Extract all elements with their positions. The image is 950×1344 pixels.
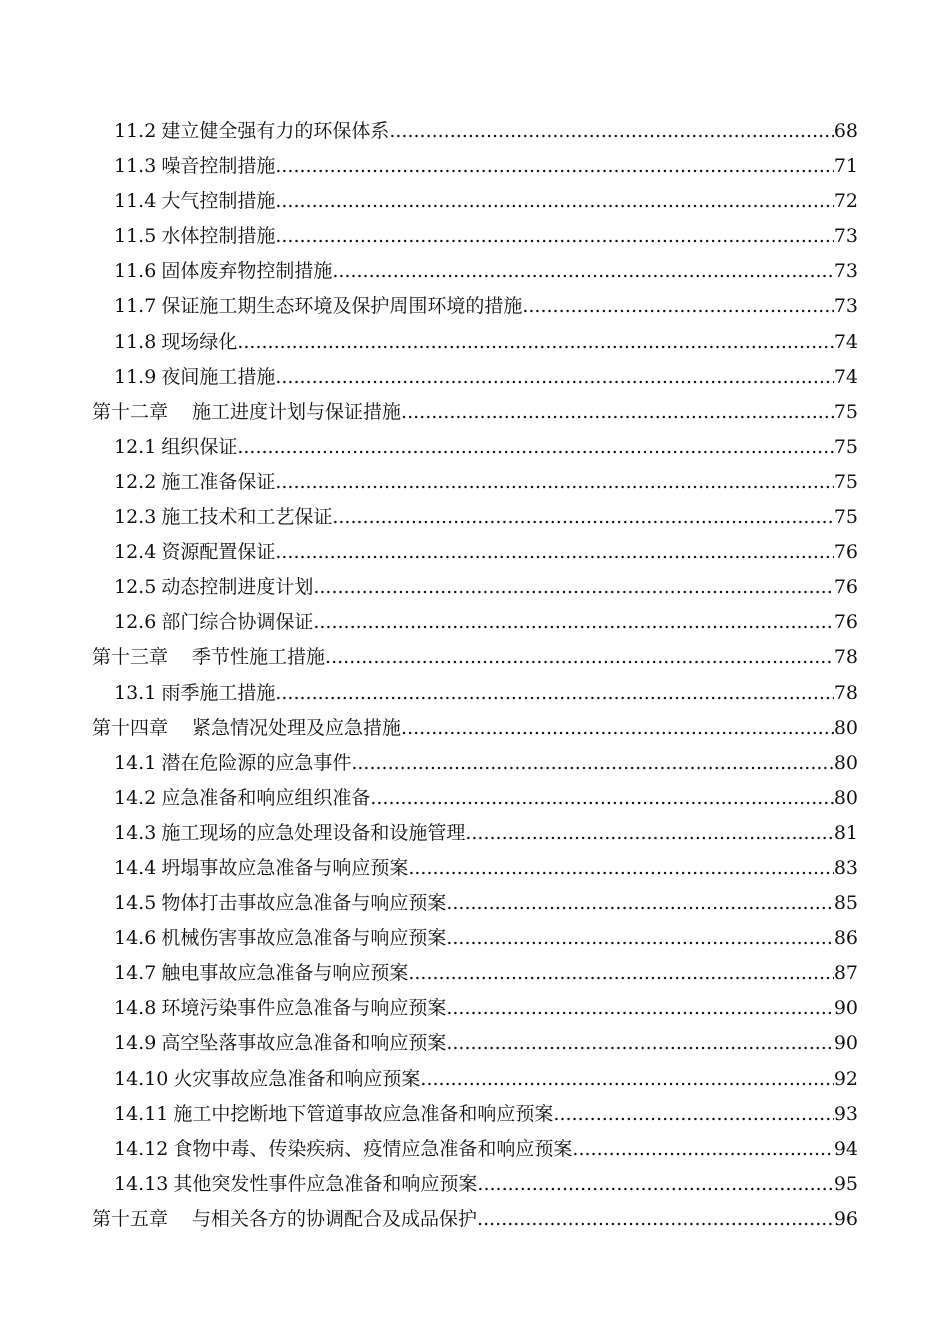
toc-dot-leader <box>275 149 833 184</box>
toc-entry-number: 14.1 <box>114 751 157 774</box>
toc-page-number: 68 <box>833 120 858 142</box>
toc-section-entry[interactable] <box>0 991 950 1026</box>
toc-dot-leader <box>572 1132 833 1167</box>
toc-entry-line <box>114 851 858 886</box>
toc-page-number: 76 <box>833 541 858 564</box>
toc-entry-title: 物体打击事故应急准备与响应预案 <box>161 892 447 915</box>
toc-entry-line <box>114 114 858 149</box>
toc-page-number: 71 <box>833 155 858 178</box>
toc-section-entry[interactable] <box>0 184 950 219</box>
toc-entry-line <box>114 254 858 289</box>
toc-page-number: 74 <box>833 330 858 353</box>
toc-entry-number: 12.5 <box>114 576 157 599</box>
toc-page-number: 90 <box>833 997 858 1020</box>
toc-entry-line <box>92 1202 858 1237</box>
toc-page-number: 87 <box>833 962 858 985</box>
toc-entry-number: 11.8 <box>114 330 157 353</box>
toc-entry-title: 高空坠落事故应急准备和响应预案 <box>161 1032 447 1055</box>
toc-entry-number: 11.5 <box>114 225 157 248</box>
toc-entry-title: 大气控制措施 <box>161 190 276 213</box>
toc-entry-title: 现场绿化 <box>161 330 238 353</box>
toc-section-entry[interactable] <box>0 430 950 465</box>
toc-chapter-entry[interactable] <box>0 395 950 430</box>
toc-page-number: 92 <box>833 1067 858 1090</box>
toc-page-number: 75 <box>833 470 858 493</box>
toc-page-number: 75 <box>833 506 858 529</box>
toc-dot-leader <box>275 219 833 254</box>
toc-section-entry[interactable] <box>0 851 950 886</box>
toc-dot-leader <box>446 991 833 1026</box>
toc-entry-title: 建立健全强有力的环保体系 <box>161 120 390 142</box>
toc-entry-title: 组织保证 <box>161 435 238 458</box>
toc-entry-number: 14.13 <box>114 1172 169 1195</box>
toc-entry-number: 14.6 <box>114 927 157 950</box>
toc-dot-leader <box>465 816 833 851</box>
toc-entry-number: 11.9 <box>114 365 157 388</box>
toc-entry-line <box>114 1132 858 1167</box>
toc-dot-leader <box>446 886 833 921</box>
toc-entry-number: 第十四章 <box>92 716 169 739</box>
toc-entry-number: 14.2 <box>114 786 157 809</box>
toc-entry-line <box>114 676 858 711</box>
toc-dot-leader <box>275 360 833 395</box>
toc-dot-leader <box>351 746 833 781</box>
toc-entry-title: 资源配置保证 <box>161 541 276 564</box>
toc-page-number: 81 <box>833 821 858 844</box>
toc-entry-line <box>114 149 858 184</box>
toc-entry-title: 夜间施工措施 <box>161 365 276 388</box>
toc-dot-leader <box>408 956 833 991</box>
toc-entry-title: 施工进度计划与保证措施 <box>192 400 402 423</box>
toc-page-number: 75 <box>833 400 858 423</box>
toc-entry-line <box>114 289 858 324</box>
toc-entry-line <box>114 605 858 640</box>
toc-entry-number: 14.9 <box>114 1032 157 1055</box>
toc-entry-number: 第十三章 <box>92 646 169 669</box>
toc-dot-leader <box>522 289 833 324</box>
toc-page-number: 80 <box>833 716 858 739</box>
toc-section-entry[interactable] <box>0 1132 950 1167</box>
toc-section-entry[interactable] <box>0 325 950 360</box>
toc-entry-line <box>114 816 858 851</box>
toc-entry-number: 11.7 <box>114 295 157 318</box>
toc-entry-title: 固体废弃物控制措施 <box>161 260 333 283</box>
toc-entry-line <box>114 781 858 816</box>
toc-section-entry[interactable] <box>0 1026 950 1061</box>
toc-entry-line <box>114 500 858 535</box>
toc-page-number: 73 <box>833 225 858 248</box>
toc-dot-leader <box>389 114 833 149</box>
toc-dot-leader <box>275 676 833 711</box>
toc-entry-number: 11.4 <box>114 190 157 213</box>
toc-dot-leader <box>401 395 834 430</box>
toc-entry-line <box>114 1062 858 1097</box>
toc-page-number: 78 <box>833 681 858 704</box>
toc-entry-line <box>92 711 858 746</box>
toc-entry-line <box>114 1026 858 1061</box>
toc-entry-line <box>114 535 858 570</box>
toc-entry-title: 季节性施工措施 <box>192 646 326 669</box>
toc-dot-leader <box>275 184 833 219</box>
toc-section-entry[interactable] <box>0 1062 950 1097</box>
toc-entry-title: 动态控制进度计划 <box>161 576 314 599</box>
toc-dot-leader <box>446 1026 833 1061</box>
toc-entry-line <box>114 1097 858 1132</box>
toc-entry-line <box>114 325 858 360</box>
toc-page-number: 90 <box>833 1032 858 1055</box>
toc-dot-leader <box>313 605 833 640</box>
toc-entry-number: 第十二章 <box>92 400 169 423</box>
toc-dot-leader <box>275 465 833 500</box>
toc-entry-line <box>92 640 858 675</box>
toc-entry-title: 与相关各方的协调配合及成品保护 <box>192 1207 478 1230</box>
toc-section-entry[interactable] <box>0 500 950 535</box>
toc-entry-title: 施工准备保证 <box>161 470 276 493</box>
toc-entry-line <box>114 921 858 956</box>
toc-entry-title: 施工技术和工艺保证 <box>161 506 333 529</box>
toc-entry-title: 紧急情况处理及应急措施 <box>192 716 402 739</box>
toc-dot-leader <box>401 711 834 746</box>
toc-dot-leader <box>275 535 833 570</box>
toc-section-entry[interactable] <box>0 465 950 500</box>
toc-page-number: 73 <box>833 295 858 318</box>
toc-section-entry[interactable] <box>0 781 950 816</box>
toc-entry-number: 12.3 <box>114 506 157 529</box>
toc-dot-leader <box>477 1167 833 1202</box>
toc-entry-line <box>114 430 858 465</box>
toc-entry-number: 第十五章 <box>92 1207 169 1230</box>
toc-section-entry[interactable] <box>0 570 950 605</box>
toc-entry-line <box>114 184 858 219</box>
toc-entry-title: 保证施工期生态环境及保护周围环境的措施 <box>161 295 523 318</box>
toc-entry-number: 11.6 <box>114 260 157 283</box>
toc-page-number: 76 <box>833 611 858 634</box>
toc-entry-title: 施工中挖断地下管道事故应急准备和响应预案 <box>173 1102 554 1125</box>
toc-entry-number: 12.2 <box>114 470 157 493</box>
toc-entry-line <box>114 1167 858 1202</box>
toc-page-number: 73 <box>833 260 858 283</box>
toc-page-number: 85 <box>833 892 858 915</box>
toc-page-number: 72 <box>833 190 858 213</box>
toc-page-number: 93 <box>833 1102 858 1125</box>
toc-entry-title: 坍塌事故应急准备与响应预案 <box>161 856 409 879</box>
toc-section-entry[interactable] <box>0 254 950 289</box>
toc-entry-title: 应急准备和响应组织准备 <box>161 786 371 809</box>
toc-section-entry[interactable] <box>0 676 950 711</box>
toc-entry-line <box>114 360 858 395</box>
toc-entry-number: 12.6 <box>114 611 157 634</box>
toc-entry-number: 11.2 <box>114 120 157 142</box>
toc-page-number: 86 <box>833 927 858 950</box>
toc-entry-number: 14.3 <box>114 821 157 844</box>
toc-page-number: 78 <box>833 646 858 669</box>
toc-entry-title: 部门综合协调保证 <box>161 611 314 634</box>
toc-section-entry[interactable] <box>0 605 950 640</box>
toc-page-number: 95 <box>833 1172 858 1195</box>
toc-entry-number: 12.4 <box>114 541 157 564</box>
toc-entry-line <box>114 746 858 781</box>
toc-dot-leader <box>325 640 834 675</box>
toc-entry-title: 环境污染事件应急准备与响应预案 <box>161 997 447 1020</box>
toc-dot-leader <box>237 430 833 465</box>
toc-dot-leader <box>477 1202 834 1237</box>
toc-dot-leader <box>446 921 833 956</box>
toc-page-number: 74 <box>833 365 858 388</box>
toc-entry-number: 14.4 <box>114 856 157 879</box>
toc-page-number: 80 <box>833 751 858 774</box>
toc-page-number: 96 <box>833 1207 858 1230</box>
toc-entry-title: 噪音控制措施 <box>161 155 276 178</box>
toc-page-number: 76 <box>833 576 858 599</box>
toc-section-entry[interactable] <box>0 149 950 184</box>
toc-dot-leader <box>553 1097 833 1132</box>
table-of-contents <box>0 114 950 1237</box>
toc-page-number: 94 <box>833 1137 858 1160</box>
toc-dot-leader <box>370 781 833 816</box>
toc-entry-title: 火灾事故应急准备和响应预案 <box>173 1067 421 1090</box>
toc-dot-leader <box>237 325 833 360</box>
toc-entry-number: 14.8 <box>114 997 157 1020</box>
toc-entry-title: 施工现场的应急处理设备和设施管理 <box>161 821 466 844</box>
toc-entry-number: 14.7 <box>114 962 157 985</box>
toc-page-number: 75 <box>833 435 858 458</box>
toc-page-number: 80 <box>833 786 858 809</box>
toc-entry-title: 雨季施工措施 <box>161 681 276 704</box>
toc-section-entry[interactable] <box>0 219 950 254</box>
toc-entry-number: 14.5 <box>114 892 157 915</box>
toc-chapter-entry[interactable] <box>0 1202 950 1237</box>
toc-entry-title: 触电事故应急准备与响应预案 <box>161 962 409 985</box>
toc-dot-leader <box>408 851 833 886</box>
toc-section-entry[interactable] <box>0 114 950 149</box>
toc-entry-number: 12.1 <box>114 435 157 458</box>
toc-section-entry[interactable] <box>0 921 950 956</box>
toc-page-number: 83 <box>833 856 858 879</box>
toc-section-entry[interactable] <box>0 535 950 570</box>
toc-dot-leader <box>332 254 833 289</box>
toc-entry-number: 14.11 <box>114 1102 169 1125</box>
toc-section-entry[interactable] <box>0 956 950 991</box>
toc-dot-leader <box>332 500 833 535</box>
toc-dot-leader <box>313 570 833 605</box>
toc-entry-line <box>114 956 858 991</box>
toc-section-entry[interactable] <box>0 1097 950 1132</box>
toc-entry-title: 潜在危险源的应急事件 <box>161 751 352 774</box>
toc-section-entry[interactable] <box>0 816 950 851</box>
toc-entry-line <box>92 395 858 430</box>
toc-entry-number: 13.1 <box>114 681 157 704</box>
toc-entry-title: 其他突发性事件应急准备和响应预案 <box>173 1172 478 1195</box>
toc-entry-line <box>114 886 858 921</box>
toc-entry-title: 食物中毒、传染疾病、疫情应急准备和响应预案 <box>173 1137 573 1160</box>
toc-entry-line <box>114 991 858 1026</box>
toc-section-entry[interactable] <box>0 886 950 921</box>
toc-entry-number: 14.12 <box>114 1137 169 1160</box>
toc-entry-title: 水体控制措施 <box>161 225 276 248</box>
toc-section-entry[interactable] <box>0 746 950 781</box>
toc-section-entry[interactable] <box>0 1167 950 1202</box>
toc-section-entry[interactable] <box>0 360 950 395</box>
toc-entry-title: 机械伤害事故应急准备与响应预案 <box>161 927 447 950</box>
toc-entry-line <box>114 465 858 500</box>
toc-entry-number: 14.10 <box>114 1067 169 1090</box>
toc-chapter-entry[interactable] <box>0 640 950 675</box>
toc-section-entry[interactable] <box>0 289 950 324</box>
toc-chapter-entry[interactable] <box>0 711 950 746</box>
toc-dot-leader <box>420 1062 833 1097</box>
toc-entry-line <box>114 570 858 605</box>
toc-entry-number: 11.3 <box>114 155 157 178</box>
toc-entry-line <box>114 219 858 254</box>
